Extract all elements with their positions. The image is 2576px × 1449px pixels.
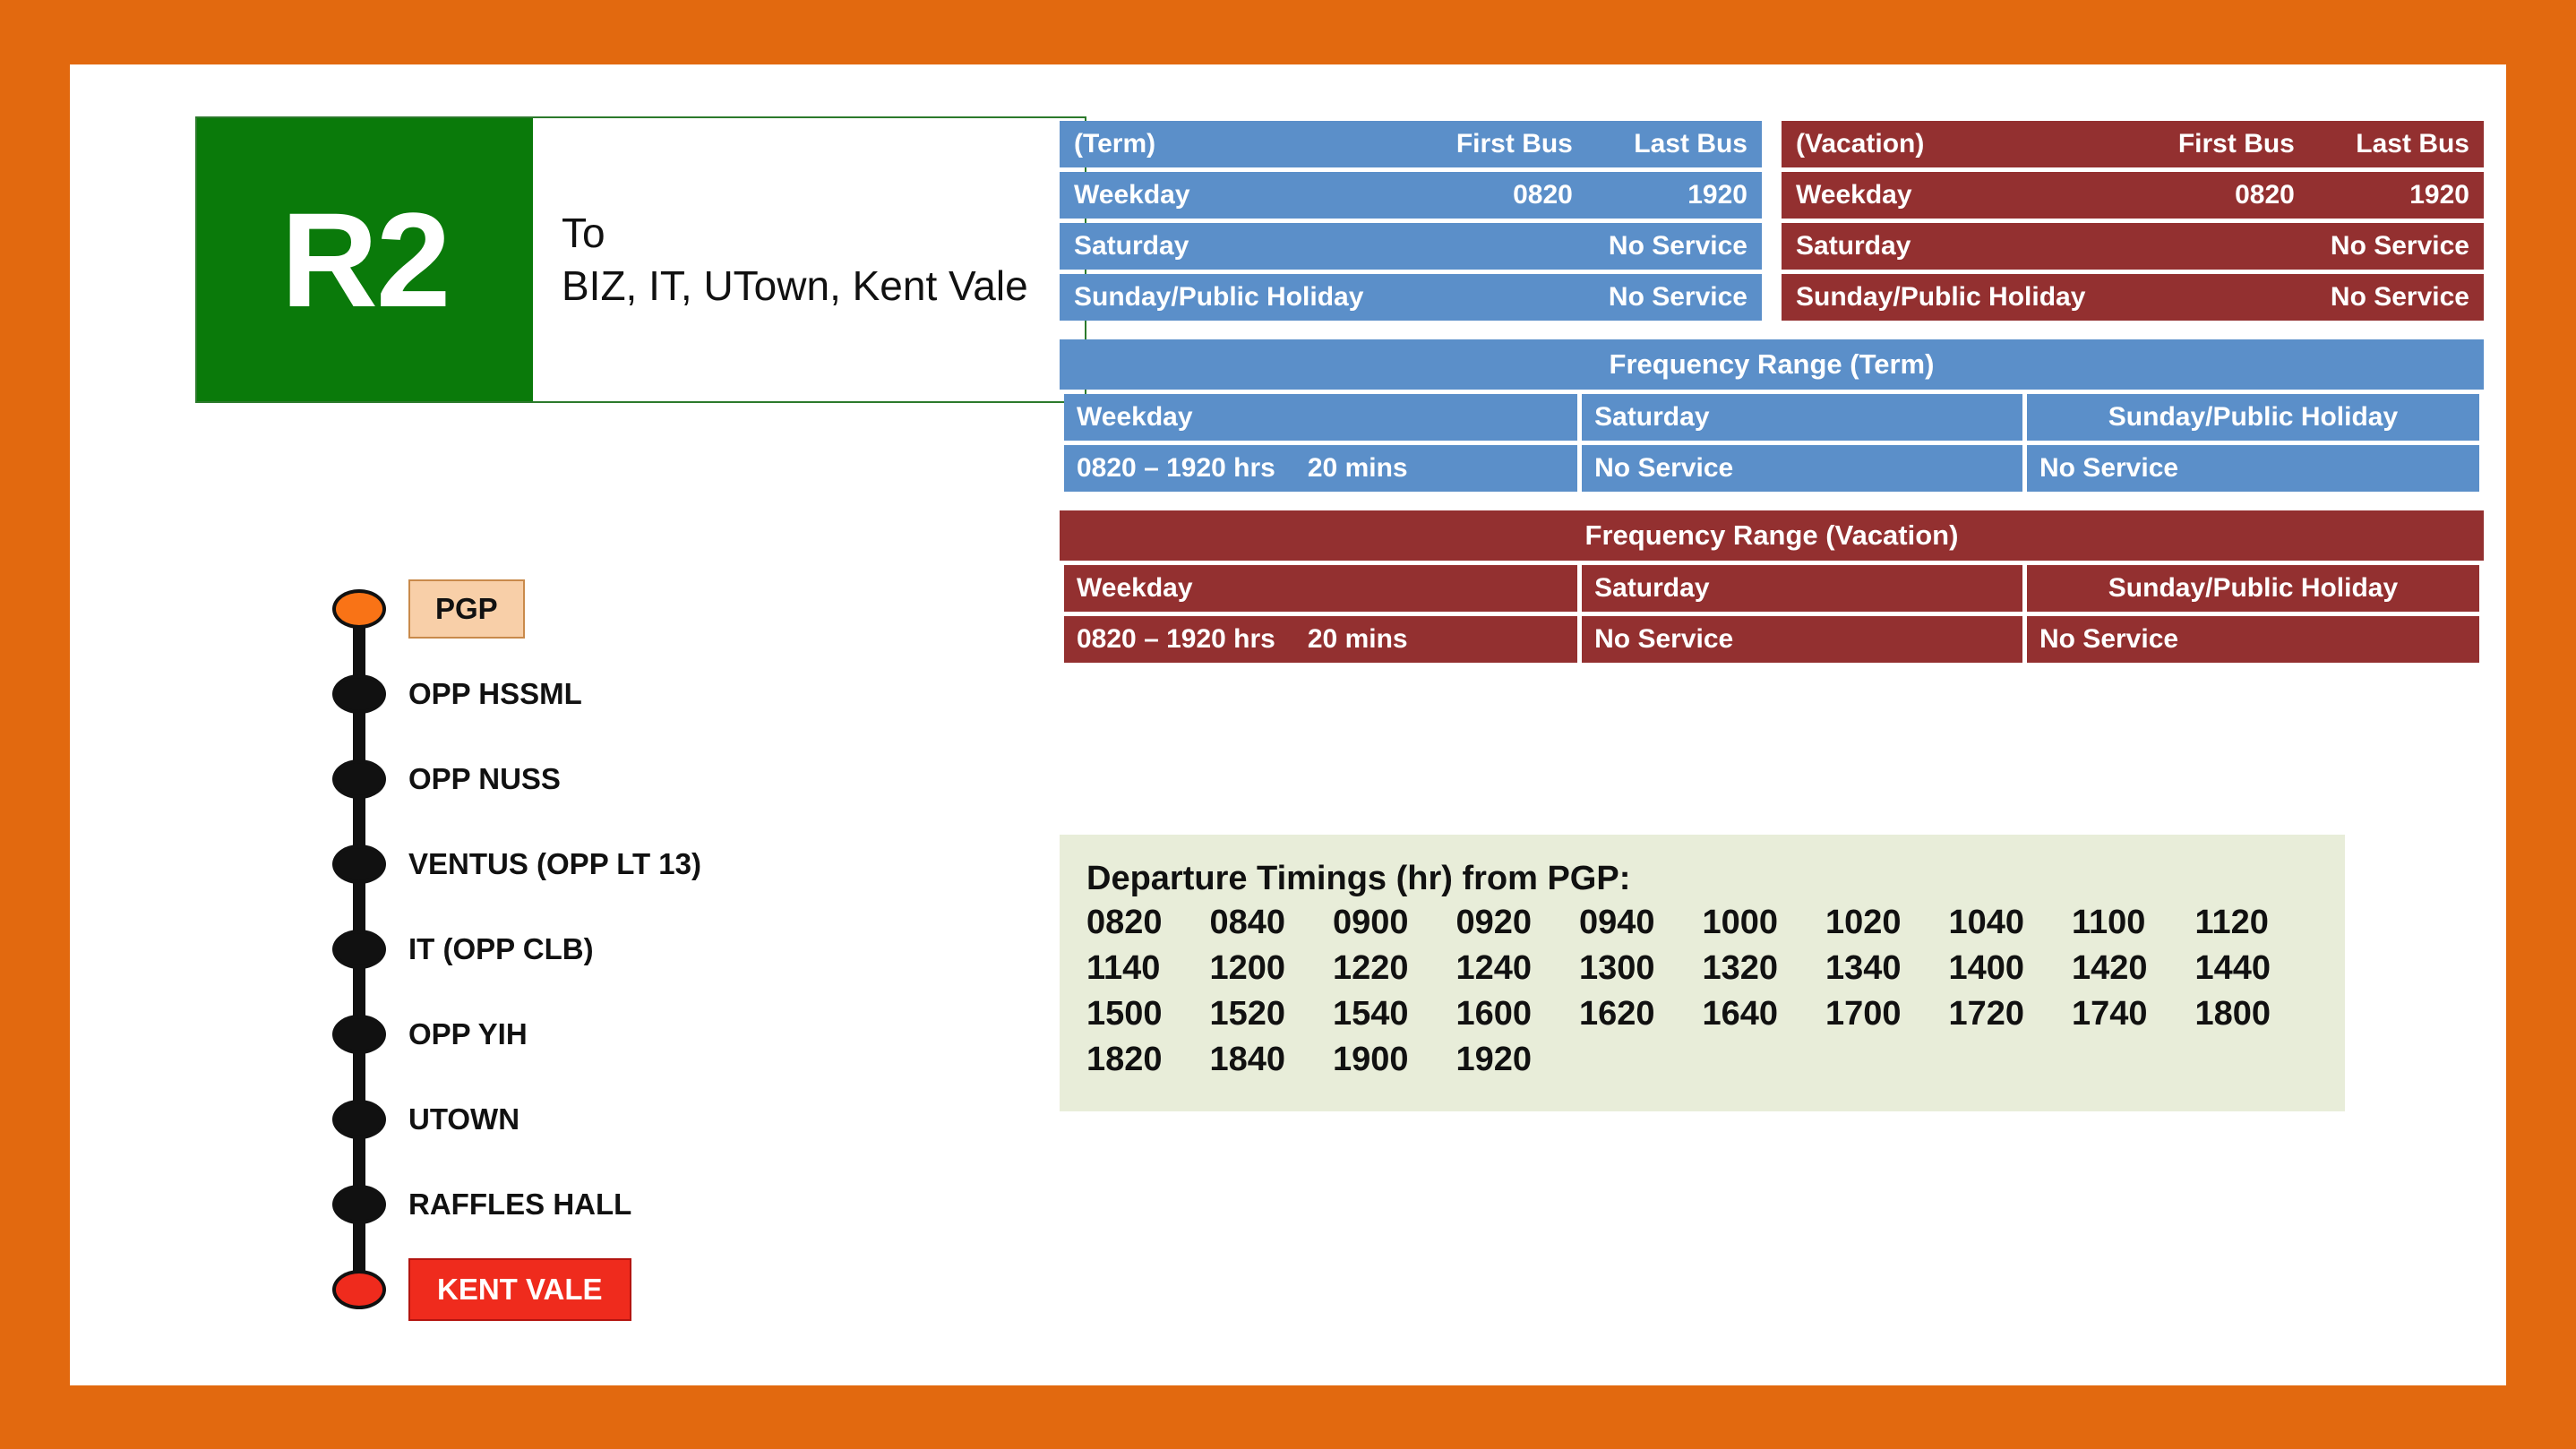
schedule-panel (1060, 116, 2484, 667)
departure-time: 1020 (1825, 904, 1902, 941)
table-row (1782, 274, 2484, 321)
list-item[interactable] (321, 651, 1127, 736)
departure-time: 1740 (2072, 995, 2148, 1033)
column-header: First Bus (1378, 121, 1586, 167)
route-destination (533, 118, 1085, 401)
column-header: Last Bus (1587, 121, 1762, 167)
stop-dot-icon (332, 1270, 386, 1309)
cell-weekday-frequency (1064, 616, 1577, 663)
departure-times-grid (1086, 904, 2318, 1079)
departure-time: 1500 (1086, 995, 1163, 1033)
list-item[interactable] (321, 736, 1127, 821)
departure-time: 0840 (1209, 904, 1286, 941)
service-hours-vacation (1782, 116, 2484, 325)
departure-time: 1320 (1702, 949, 1779, 987)
column-header: (Vacation) (1782, 121, 2099, 167)
departure-time: 0820 (1086, 904, 1163, 941)
column-header: Last Bus (2309, 121, 2484, 167)
cell-last-bus: 1920 (2309, 172, 2484, 219)
table-header-row (1064, 394, 2479, 441)
frequency-term-title: Frequency Range (Term) (1060, 339, 2484, 390)
table-header-row (1782, 121, 2484, 167)
departure-time: 1640 (1702, 995, 1779, 1033)
cell-sunday-frequency: No Service (2027, 445, 2479, 492)
departure-time: 1620 (1579, 995, 1655, 1033)
stop-dot-icon (332, 845, 386, 884)
cell-status: No Service (2099, 223, 2484, 270)
stop-label: VENTUS (OPP LT 13) (408, 846, 702, 880)
departure-time: 1120 (2194, 904, 2269, 941)
column-header: (Term) (1060, 121, 1378, 167)
cell-first-bus: 0820 (1378, 172, 1586, 219)
departure-time: 1520 (1209, 995, 1286, 1033)
frequency-vacation-block (1060, 510, 2484, 667)
list-item[interactable] (321, 991, 1127, 1076)
stop-label: OPP NUSS (408, 761, 561, 795)
table-header-row (1064, 565, 2479, 612)
route-header (195, 116, 1086, 403)
departure-time: 1800 (2194, 995, 2271, 1033)
cell-last-bus: 1920 (1587, 172, 1762, 219)
route-destination-text: BIZ, IT, UTown, Kent Vale (562, 262, 1028, 309)
cell-status: No Service (1378, 223, 1762, 270)
departure-time: 1240 (1455, 949, 1533, 987)
stop-dot-icon (332, 674, 386, 714)
stop-label: IT (OPP CLB) (408, 931, 594, 965)
departure-time: 1900 (1333, 1041, 1409, 1078)
stop-label: RAFFLES HALL (408, 1187, 632, 1221)
departure-time: 1100 (2072, 904, 2146, 941)
table (1782, 116, 2484, 325)
cell-saturday-frequency: No Service (1582, 445, 2022, 492)
column-header: Weekday (1064, 565, 1577, 612)
table (1060, 390, 2484, 496)
route-number-badge: R2 (197, 118, 533, 401)
departure-timings-title: Departure Timings (hr) from PGP: (1086, 860, 1631, 897)
service-hours-term (1060, 116, 1762, 325)
departure-time: 0920 (1455, 904, 1533, 941)
stop-dot-icon (332, 930, 386, 969)
cell-day: Weekday (1782, 172, 2099, 219)
cell-status: No Service (2099, 274, 2484, 321)
stop-dot-icon (332, 759, 386, 799)
list-item[interactable] (321, 821, 1127, 906)
column-header: Sunday/Public Holiday (2027, 565, 2479, 612)
stop-dot-icon (332, 1100, 386, 1139)
table-row (1064, 445, 2479, 492)
table-row (1782, 223, 2484, 270)
departure-time: 1600 (1455, 995, 1533, 1033)
cell-day: Saturday (1782, 223, 2099, 270)
departure-time: 1140 (1086, 949, 1161, 987)
cell-status: No Service (1378, 274, 1762, 321)
table-row (1782, 172, 2484, 219)
departure-time: 1400 (1948, 949, 2025, 987)
departure-time: 1200 (1209, 949, 1286, 987)
frequency-term-block (1060, 339, 2484, 496)
departure-time: 1440 (2194, 949, 2271, 987)
stop-dot-icon (332, 1015, 386, 1054)
table (1060, 561, 2484, 667)
list-item[interactable] (321, 906, 1127, 991)
departure-time: 1040 (1948, 904, 2025, 941)
column-header: Saturday (1582, 565, 2022, 612)
list-item[interactable] (321, 1162, 1127, 1247)
table (1060, 116, 1762, 325)
stop-label: OPP HSSML (408, 676, 582, 710)
freq-range: 0820 – 1920 hrs (1077, 453, 1275, 483)
departure-time: 1000 (1702, 904, 1779, 941)
cell-day: Sunday/Public Holiday (1782, 274, 2099, 321)
departure-time: 1540 (1333, 995, 1409, 1033)
cell-weekday-frequency (1064, 445, 1577, 492)
list-item[interactable] (321, 566, 1127, 651)
departure-time: 1840 (1209, 1041, 1286, 1078)
departure-time: 1340 (1825, 949, 1902, 987)
stop-list (321, 566, 1127, 1332)
route-to-label: To (562, 210, 605, 257)
service-hours-row (1060, 116, 2484, 325)
departure-time: 0900 (1333, 904, 1409, 941)
departure-time: 1920 (1455, 1041, 1533, 1078)
stop-dot-icon (332, 1185, 386, 1224)
cell-day: Saturday (1060, 223, 1378, 270)
column-header: Weekday (1064, 394, 1577, 441)
departure-time: 1300 (1579, 949, 1655, 987)
departure-time: 0940 (1579, 904, 1655, 941)
cell-day: Sunday/Public Holiday (1060, 274, 1378, 321)
stop-label: KENT VALE (408, 1258, 631, 1321)
stop-label: OPP YIH (408, 1016, 528, 1050)
table-header-row (1060, 121, 1762, 167)
column-header: Sunday/Public Holiday (2027, 394, 2479, 441)
list-item[interactable] (321, 1076, 1127, 1162)
freq-interval: 20 mins (1307, 624, 1408, 654)
cell-first-bus: 0820 (2099, 172, 2308, 219)
departure-timings-panel (1060, 835, 2345, 1111)
poster-sheet (70, 64, 2506, 1385)
table-row (1060, 172, 1762, 219)
cell-sunday-frequency: No Service (2027, 616, 2479, 663)
column-header: First Bus (2099, 121, 2308, 167)
departure-time: 1220 (1333, 949, 1409, 987)
stop-dot-icon (332, 589, 386, 629)
stop-label: PGP (408, 579, 525, 639)
cell-saturday-frequency: No Service (1582, 616, 2022, 663)
freq-range: 0820 – 1920 hrs (1077, 624, 1275, 654)
column-header: Saturday (1582, 394, 2022, 441)
table-row (1060, 223, 1762, 270)
table-row (1064, 616, 2479, 663)
departure-time: 1420 (2072, 949, 2148, 987)
cell-day: Weekday (1060, 172, 1378, 219)
departure-time: 1700 (1825, 995, 1902, 1033)
list-item[interactable] (321, 1247, 1127, 1332)
frequency-vacation-title: Frequency Range (Vacation) (1060, 510, 2484, 561)
stop-label: UTOWN (408, 1102, 520, 1136)
table-row (1060, 274, 1762, 321)
departure-time: 1820 (1086, 1041, 1163, 1078)
freq-interval: 20 mins (1307, 453, 1408, 483)
departure-time: 1720 (1948, 995, 2025, 1033)
